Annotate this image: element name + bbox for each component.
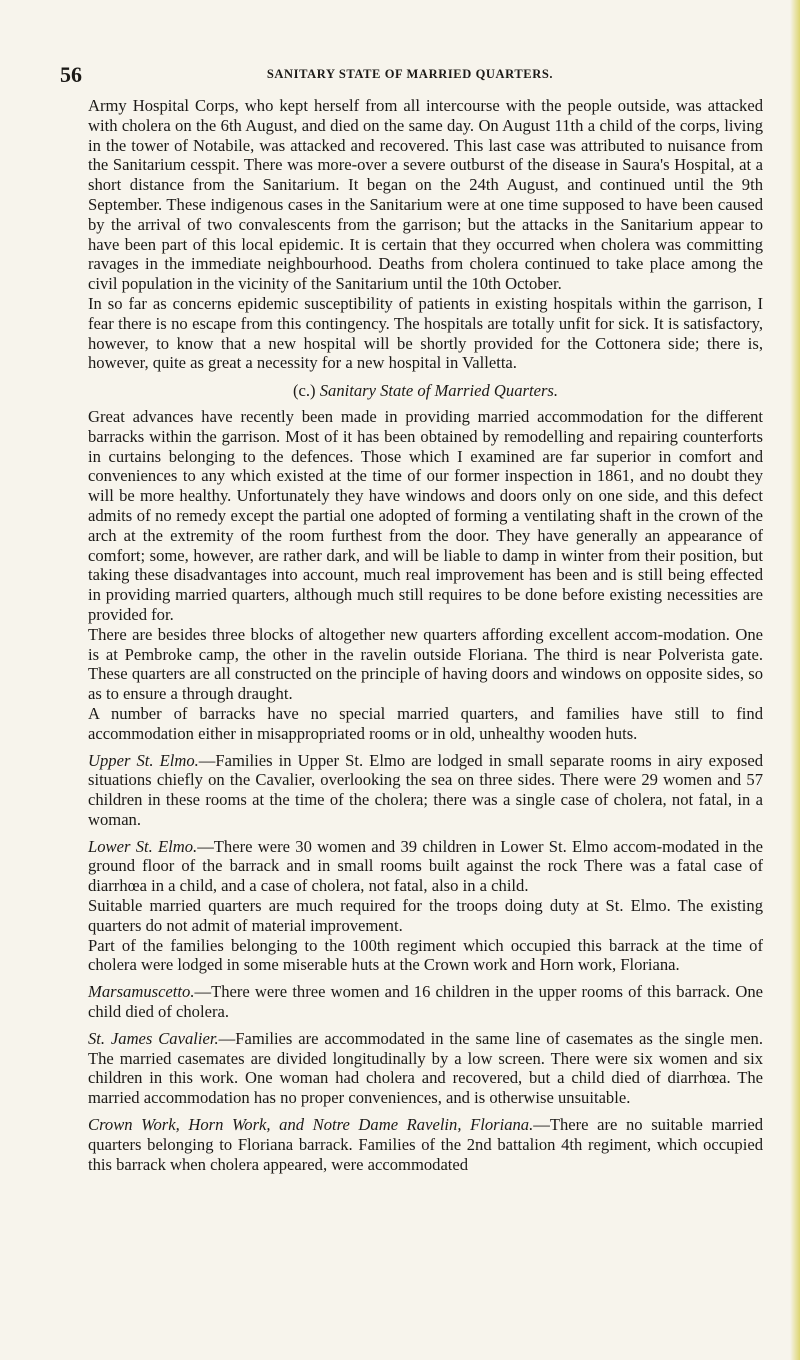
section-title: Sanitary State of Married Quarters. xyxy=(319,381,559,401)
paragraph-lower-st-elmo xyxy=(88,837,763,896)
section-heading xyxy=(88,381,763,401)
paragraph-crown-work xyxy=(88,1115,763,1174)
run-in-heading: Crown Work, Horn Work, and Notre Dame Ravelin, Floriana. xyxy=(88,1115,534,1135)
paragraph-4: There are besides three blocks of altogether new quarters affording excellent accom-modation. One is at Pembroke camp, the other in the ravelin outside Floriana. The third is near Polverista gate. These quarters are all constructed on the principle of having doors and windows on opposite sides, so as to ensure a through draught. xyxy=(88,624,763,704)
run-in-heading: Marsamuscetto. xyxy=(88,982,195,1002)
run-in-heading: Upper St. Elmo. xyxy=(88,750,199,770)
paragraph-9: Part of the families belonging to the 100th regiment which occupied this barrack at the time of cholera were lodged in some miserable huts at the Crown work and Horn work, Floriana. xyxy=(88,935,763,975)
paragraph-5: A number of barracks have no special married quarters, and families have still to find accommodation either in misappropriated rooms or in old, unhealthy wooden huts. xyxy=(88,703,763,743)
page-number: 56 xyxy=(60,62,82,87)
paragraph-text: —There were three women and 16 children in the upper rooms of this barrack. One child died of cholera. xyxy=(88,982,763,1022)
paragraph-text: —Families in Upper St. Elmo are lodged in small separate rooms in airy exposed situations chiefly on the Cavalier, overlooking the sea on three sides. There were 29 women and 57 children in these rooms at the time of the cholera; there was a single case of cholera, not fatal, in a woman. xyxy=(88,750,763,829)
paragraph-marsamuscetto xyxy=(88,982,763,1022)
paragraph-3: Great advances have recently been made in providing married accommodation for the different barracks within the garrison. Most of it has been obtained by remodelling and repairing counterforts in curtains belonging to the defences. Those which I examined are far superior in comfort and conveniences to any which existed at the time of our former inspection in 1861, and no doubt they will be more healthy. Unfortunately they have windows and doors only on one side, and this defect admits of no remedy except the partial one adopted of forming a ventilating shaft in the crown of the arch at the extremity of the room furthest from the door. They have generally an appearance of comfort; some, however, are rather dark, and will be liable to damp in winter from their position, but taking these disadvantages into account, much real improvement has been and is still being effected in providing married quarters, although much still requires to be done before existing necessities are provided for. xyxy=(88,406,763,624)
paragraph-upper-st-elmo xyxy=(88,751,763,830)
running-title: SANITARY STATE OF MARRIED QUARTERS. xyxy=(266,67,554,81)
paragraph-2: In so far as concerns epidemic susceptibility of patients in existing hospitals within the garrison, I fear there is no escape from this contingency. The hospitals are totally unfit for sick. It is satisfactory, however, to know that a new hospital will be shortly provided for the Cottonera side; there is, however, quite as great a necessity for a new hospital in Valletta. xyxy=(88,293,763,373)
paragraph-st-james-cavalier xyxy=(88,1029,763,1108)
page-header xyxy=(60,62,760,87)
paragraph-text: —Families are accommodated in the same line of casemates as the single men. The married casemates are divided longitudinally by a low screen. There were six women and six children in this work. One woman had cholera and recovered, but a child died of diarrhœa. The married accommodation has no proper conveniences, and is otherwise unsuitable. xyxy=(88,1028,763,1108)
run-in-heading: St. James Cavalier. xyxy=(88,1028,219,1048)
run-in-heading: Lower St. Elmo. xyxy=(88,836,198,856)
section-label: (c.) xyxy=(292,381,316,401)
paragraph-1: Army Hospital Corps, who kept herself from all intercourse with the people outside, was attacked with cholera on the 6th August, and died on the same day. On August 11th a child of the corps, living in the tower of Notabile, was attacked and recovered. This last case was attributed to nuisance from the Sanitarium cesspit. There was more-over a severe outburst of the disease in Saura's Hospital, at a short distance from the Sanitarium. It began on the 24th August, and continued until the 9th September. These indigenous cases in the Sanitarium were at one time supposed to have been caused by the arrival of two convalescents from the garrison; but the attacks in the Sanitarium appear to have been part of this local epidemic. It is certain that they occurred when cholera was committing ravages in the immediate neighbourhood. Deaths from cholera continued to take place among the civil population in the vicinity of the Sanitarium until the 10th October. xyxy=(88,96,763,294)
body-text xyxy=(88,96,763,1174)
paragraph-8: Suitable married quarters are much required for the troops doing duty at St. Elmo. The existing quarters do not admit of material improvement. xyxy=(88,896,763,935)
paragraph-text: —There were 30 women and 39 children in Lower St. Elmo accom-modated in the ground floor of the barrack and in small rooms built against the rock There was a fatal case of diarrhœa in a child, and a case of cholera, not fatal, also in a child. xyxy=(88,836,763,896)
paragraph-text: —There are no suitable married quarters belonging to Floriana barrack. Families of the 2nd battalion 4th regiment, which occupied this barrack when cholera appeared, were accommodated xyxy=(88,1115,764,1174)
page-edge-stain xyxy=(790,0,800,1360)
